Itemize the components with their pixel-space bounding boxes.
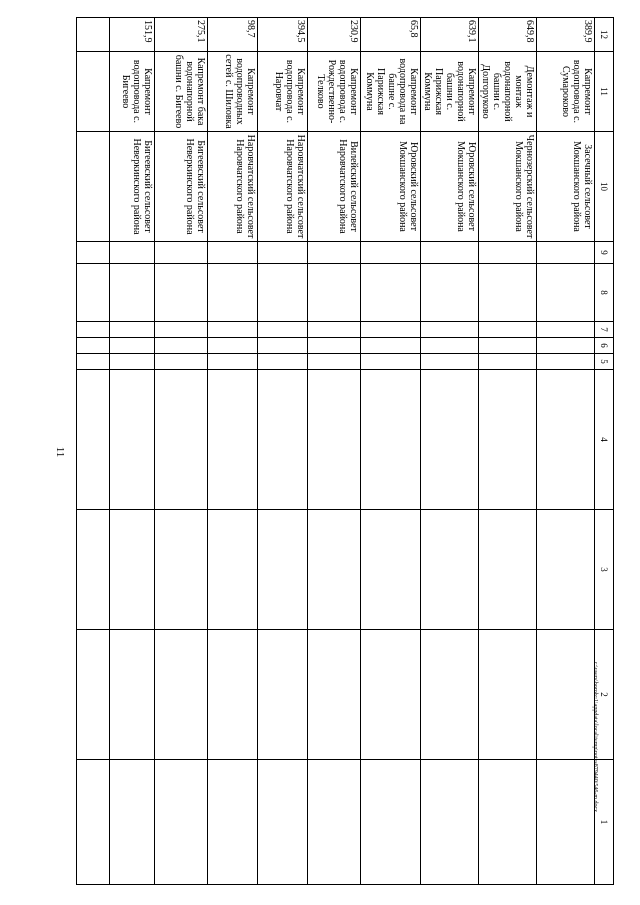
empty-cell bbox=[258, 630, 308, 760]
empty-cell bbox=[308, 338, 361, 354]
empty-cell bbox=[308, 264, 361, 322]
empty-cell bbox=[110, 354, 155, 370]
col-header-9: 9 bbox=[595, 242, 614, 264]
empty-cell bbox=[537, 760, 595, 885]
table-row bbox=[537, 18, 595, 885]
amount-cell: 639,1 bbox=[421, 18, 479, 52]
empty-cell bbox=[537, 242, 595, 264]
municipality-cell: Наровчатский сельсовет Наровчатского района bbox=[258, 132, 308, 242]
work-description-cell: Капремонт водопроводных сетей с. Шиловка bbox=[208, 52, 258, 132]
table-row bbox=[208, 18, 258, 885]
amount-cell: 275,1 bbox=[155, 18, 208, 52]
empty-cell bbox=[77, 338, 110, 354]
empty-cell bbox=[208, 510, 258, 630]
municipality-cell: Бигеевский сельсовет Неверкинского района bbox=[110, 132, 155, 242]
table-row bbox=[155, 18, 208, 885]
amount-cell: 394,5 bbox=[258, 18, 308, 52]
col-header-6: 6 bbox=[595, 338, 614, 354]
empty-cell bbox=[421, 354, 479, 370]
amount-cell: 151,9 bbox=[110, 18, 155, 52]
empty-cell bbox=[537, 370, 595, 510]
municipality-cell: Бигеевский сельсовет Неверкинского района bbox=[155, 132, 208, 242]
empty-cell bbox=[361, 338, 421, 354]
empty-cell bbox=[361, 354, 421, 370]
empty-cell bbox=[155, 354, 208, 370]
col-header-3: 3 bbox=[595, 510, 614, 630]
amount-cell: 230,9 bbox=[308, 18, 361, 52]
empty-cell bbox=[258, 338, 308, 354]
empty-cell bbox=[361, 370, 421, 510]
empty-cell bbox=[537, 338, 595, 354]
col-header-10: 10 bbox=[595, 132, 614, 242]
table-row bbox=[308, 18, 361, 885]
work-description-cell: Демонтаж и монтаж водонапорной башни с. Долгоруково bbox=[479, 52, 537, 132]
empty-cell bbox=[479, 630, 537, 760]
empty-cell bbox=[421, 510, 479, 630]
empty-cell bbox=[155, 510, 208, 630]
empty-cell bbox=[479, 510, 537, 630]
empty-cell bbox=[258, 510, 308, 630]
empty-cell bbox=[258, 322, 308, 338]
empty-cell bbox=[155, 370, 208, 510]
empty-cell bbox=[308, 370, 361, 510]
empty-cell bbox=[208, 370, 258, 510]
empty-cell bbox=[537, 510, 595, 630]
empty-cell bbox=[421, 370, 479, 510]
empty-cell bbox=[421, 322, 479, 338]
empty-cell bbox=[208, 322, 258, 338]
empty-cell bbox=[77, 52, 110, 132]
empty-cell bbox=[77, 510, 110, 630]
empty-cell bbox=[258, 370, 308, 510]
empty-cell bbox=[208, 242, 258, 264]
work-description-cell: Капремонт водопровода с. Сумароково bbox=[537, 52, 595, 132]
table-row bbox=[258, 18, 308, 885]
empty-cell bbox=[308, 354, 361, 370]
empty-cell bbox=[479, 370, 537, 510]
empty-cell bbox=[77, 18, 110, 52]
rotated-table bbox=[76, 17, 614, 884]
table-row bbox=[479, 18, 537, 885]
empty-cell bbox=[77, 264, 110, 322]
municipality-cell: Чернозерский сельсовет Мокшанского района bbox=[479, 132, 537, 242]
empty-cell bbox=[361, 510, 421, 630]
empty-cell bbox=[308, 322, 361, 338]
table-row bbox=[110, 18, 155, 885]
municipality-cell: Юровский сельсовет Мокшанского района bbox=[361, 132, 421, 242]
page-number: 11 bbox=[54, 446, 66, 458]
empty-cell bbox=[155, 630, 208, 760]
data-table bbox=[76, 17, 614, 885]
empty-cell bbox=[361, 630, 421, 760]
col-header-5: 5 bbox=[595, 354, 614, 370]
empty-cell bbox=[361, 242, 421, 264]
empty-cell bbox=[77, 242, 110, 264]
empty-cell bbox=[77, 760, 110, 885]
empty-cell bbox=[155, 242, 208, 264]
empty-cell bbox=[155, 322, 208, 338]
empty-cell bbox=[421, 264, 479, 322]
empty-cell bbox=[308, 242, 361, 264]
amount-cell: 65,8 bbox=[361, 18, 421, 52]
empty-cell bbox=[110, 264, 155, 322]
empty-cell bbox=[361, 322, 421, 338]
empty-cell bbox=[479, 322, 537, 338]
empty-cell bbox=[258, 242, 308, 264]
work-description-cell: Капремонт бака водонапорной башни с. Бигеево bbox=[155, 52, 208, 132]
empty-cell bbox=[537, 630, 595, 760]
empty-cell bbox=[77, 322, 110, 338]
empty-cell bbox=[208, 338, 258, 354]
col-header-2: 2 bbox=[595, 630, 614, 760]
empty-cell bbox=[258, 264, 308, 322]
empty-cell bbox=[77, 132, 110, 242]
empty-cell bbox=[110, 760, 155, 885]
empty-cell bbox=[421, 760, 479, 885]
empty-cell bbox=[361, 760, 421, 885]
municipality-cell: Вилейский сельсовет Наровчатского района bbox=[308, 132, 361, 242]
table-body bbox=[77, 18, 614, 885]
empty-cell bbox=[479, 338, 537, 354]
table-container bbox=[76, 17, 614, 884]
empty-cell bbox=[77, 370, 110, 510]
footer-file-path: c:\users\boroh~1\appdata\local\temp\notes879440\546-m.docx bbox=[592, 661, 598, 813]
empty-cell bbox=[537, 264, 595, 322]
table-row bbox=[421, 18, 479, 885]
col-header-7: 7 bbox=[595, 322, 614, 338]
empty-cell bbox=[421, 242, 479, 264]
col-header-11: 11 bbox=[595, 52, 614, 132]
empty-cell bbox=[110, 510, 155, 630]
empty-cell bbox=[208, 354, 258, 370]
amount-cell: 389,9 bbox=[537, 18, 595, 52]
empty-cell bbox=[479, 242, 537, 264]
empty-cell bbox=[155, 338, 208, 354]
empty-cell bbox=[361, 264, 421, 322]
work-description-cell: Капремонт водопровода с. Бигеево bbox=[110, 52, 155, 132]
empty-cell bbox=[479, 760, 537, 885]
empty-cell bbox=[208, 760, 258, 885]
empty-cell bbox=[537, 354, 595, 370]
empty-cell bbox=[421, 338, 479, 354]
empty-cell bbox=[155, 760, 208, 885]
empty-cell bbox=[308, 630, 361, 760]
col-header-4: 4 bbox=[595, 370, 614, 510]
empty-cell bbox=[479, 354, 537, 370]
column-number-row bbox=[595, 18, 614, 885]
empty-cell bbox=[537, 322, 595, 338]
empty-cell bbox=[110, 322, 155, 338]
empty-cell bbox=[308, 510, 361, 630]
empty-cell bbox=[258, 760, 308, 885]
amount-cell: 98,7 bbox=[208, 18, 258, 52]
col-header-8: 8 bbox=[595, 264, 614, 322]
col-header-1: 1 bbox=[595, 760, 614, 885]
empty-cell bbox=[110, 338, 155, 354]
empty-cell bbox=[479, 264, 537, 322]
empty-cell bbox=[77, 630, 110, 760]
empty-cell bbox=[110, 370, 155, 510]
empty-cell bbox=[155, 264, 208, 322]
work-description-cell: Капремонт водопровода с. Наровчат bbox=[258, 52, 308, 132]
empty-cell bbox=[208, 630, 258, 760]
empty-cell bbox=[308, 760, 361, 885]
municipality-cell: Засечный сельсовет Мокшанского района bbox=[537, 132, 595, 242]
municipality-cell: Наровчатский сельсовет Наровчатского района bbox=[208, 132, 258, 242]
table-row-empty bbox=[77, 18, 110, 885]
empty-cell bbox=[77, 354, 110, 370]
municipality-cell: Юровский сельсовет Мокшанского района bbox=[421, 132, 479, 242]
empty-cell bbox=[421, 630, 479, 760]
work-description-cell: Капремонт водопровода на башне с. Парижская Коммуна bbox=[361, 52, 421, 132]
amount-cell: 649,8 bbox=[479, 18, 537, 52]
table-row bbox=[361, 18, 421, 885]
empty-cell bbox=[110, 630, 155, 760]
col-header-12: 12 bbox=[595, 18, 614, 52]
work-description-cell: Капремонт водопровода с. Рождественно-Телково bbox=[308, 52, 361, 132]
work-description-cell: Капремонт водонапорной башни с. Парижская Коммуна bbox=[421, 52, 479, 132]
empty-cell bbox=[208, 264, 258, 322]
empty-cell bbox=[110, 242, 155, 264]
empty-cell bbox=[258, 354, 308, 370]
